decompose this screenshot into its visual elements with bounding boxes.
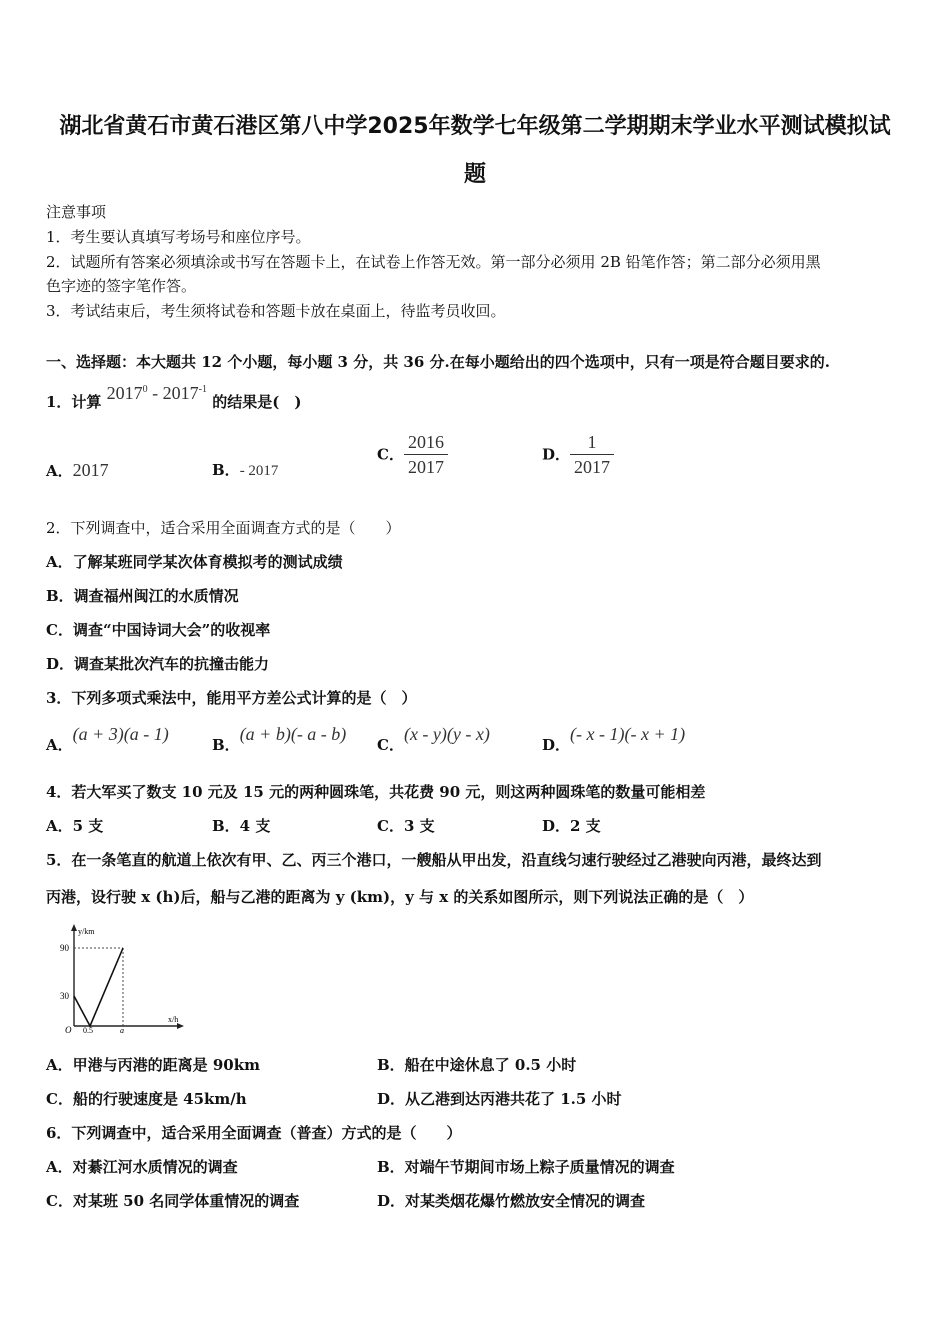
q1-option-a-value: 2017 bbox=[72, 460, 109, 480]
q4-option-b: B．4 支 bbox=[212, 817, 271, 835]
q1-exp1: 0 bbox=[142, 384, 148, 395]
q6-option-d: D．对某类烟花爆竹燃放安全情况的调查 bbox=[377, 1192, 646, 1210]
q1-d-numerator: 1 bbox=[570, 432, 614, 455]
question-6-stem: 6．下列调查中，适合采用全面调查（普查）方式的是（ ） bbox=[46, 1124, 462, 1142]
q5-option-a: A．甲港与丙港的距离是 90km bbox=[46, 1056, 261, 1074]
q1-base2: 2017 bbox=[162, 383, 199, 403]
notice-item-1: 1．考生要认真填写考场号和座位序号。 bbox=[46, 228, 311, 246]
question-5-stem-2: 丙港，设行驶 x (h)后，船与乙港的距离为 y (km)，y 与 x 的关系如图所示，则下列说法正确的是（ ） bbox=[46, 888, 754, 906]
question-4-stem: 4．若大军买了数支 10 元及 15 元的两种圆珠笔，共花费 90 元，则这两种圆珠笔的数量可能相差 bbox=[46, 783, 706, 801]
graph-function-line bbox=[74, 948, 123, 1026]
q1-c-numerator: 2016 bbox=[404, 432, 448, 455]
q2-option-a: A．了解某班同学某次体育模拟考的测试成绩 bbox=[46, 553, 343, 571]
q1-option-c: C． $\frac{2016}{2017}$ bbox=[377, 432, 448, 477]
q3-option-b-value: (a + b)(- a - b) bbox=[239, 724, 347, 744]
page-title-line1: 湖北省黄石市黄石港区第八中学2025年数学七年级第二学期期末学业水平测试模拟试 bbox=[59, 114, 891, 139]
question-5-stem-1: 5．在一条笔直的航道上依次有甲、乙、丙三个港口，一艘船从甲出发，沿直线匀速行驶经过乙港驶向丙港，最终达到 bbox=[46, 851, 822, 869]
q2-option-c: C．调查“中国诗词大会”的收视率 bbox=[46, 621, 271, 639]
notice-item-2a: 2．试题所有答案必须填涂或书写在答题卡上，在试卷上作答无效。第一部分必须用 2B 铅笔作答；第二部分必须用黑 bbox=[46, 253, 821, 271]
notice-item-3: 3．考试结束后，考生须将试卷和答题卡放在桌面上，待监考员收回。 bbox=[46, 302, 506, 320]
notice-item-2b: 色字迹的签字笔作答。 bbox=[46, 277, 197, 295]
q4-option-c: C．3 支 bbox=[377, 817, 435, 835]
graph-tick-a: a bbox=[120, 1026, 124, 1034]
q4-option-d: D．2 支 bbox=[542, 817, 601, 835]
question-3-stem: 3．下列多项式乘法中，能用平方差公式计算的是（ ） bbox=[46, 689, 417, 707]
q5-distance-graph bbox=[56, 922, 186, 1034]
question-1-stem bbox=[46, 383, 302, 412]
graph-y-label: y/km bbox=[78, 927, 95, 936]
question-2-stem: 2．下列调查中，适合采用全面调查方式的是（ ） bbox=[46, 519, 401, 537]
q1-minus: - bbox=[147, 383, 163, 403]
q1-number: 1．计算 bbox=[46, 393, 102, 411]
q5-option-d: D．从乙港到达丙港共花了 1.5 小时 bbox=[377, 1090, 622, 1108]
q1-exp2: -1 bbox=[198, 384, 208, 395]
q6-option-c: C．对某班 50 名同学体重情况的调查 bbox=[46, 1192, 300, 1210]
q1-tail: 的结果是( ) bbox=[212, 393, 302, 411]
q6-option-a: A．对綦江河水质情况的调查 bbox=[46, 1158, 238, 1176]
q1-option-c-fraction bbox=[404, 432, 448, 477]
q3-option-a-value: (a + 3)(a - 1) bbox=[72, 724, 169, 744]
graph-tick-05: 0.5 bbox=[83, 1026, 93, 1034]
q1-option-b-value: - 2017 bbox=[239, 463, 279, 479]
q1-base1: 2017 bbox=[106, 383, 143, 403]
q1-option-a: A．2017 bbox=[46, 460, 109, 480]
q4-option-a: A．5 支 bbox=[46, 817, 104, 835]
q1-d-denominator: 2017 bbox=[574, 457, 611, 477]
q2-option-b: B．调查福州闽江的水质情况 bbox=[46, 587, 239, 605]
q3-option-c: C．(x - y)(y - x) bbox=[377, 724, 490, 754]
q3-option-c-value: (x - y)(y - x) bbox=[403, 724, 490, 744]
q5-option-b: B．船在中途休息了 0.5 小时 bbox=[377, 1056, 577, 1074]
q1-c-denominator: 2017 bbox=[407, 457, 444, 477]
q1-option-d-fraction bbox=[570, 432, 614, 477]
graph-x-label: x/h bbox=[168, 1015, 179, 1024]
q1-expression bbox=[107, 383, 207, 403]
graph-tick-30: 30 bbox=[60, 991, 69, 1001]
notice-heading: 注意事项 bbox=[46, 203, 107, 221]
q5-option-c: C．船的行驶速度是 45km/h bbox=[46, 1090, 247, 1108]
graph-y-arrow bbox=[71, 924, 77, 931]
q3-option-d: D．(- x - 1)(- x + 1) bbox=[542, 724, 686, 754]
page-title-line2: 题 bbox=[463, 162, 486, 187]
graph-origin: O bbox=[65, 1025, 72, 1034]
q3-option-a: A．(a + 3)(a - 1) bbox=[46, 724, 169, 754]
q1-option-b: B．- 2017 bbox=[212, 461, 279, 479]
q2-option-d: D．调查某批次汽车的抗撞击能力 bbox=[46, 655, 270, 673]
section-heading: 一、选择题：本大题共 12 个小题，每小题 3 分，共 36 分.在每小题给出的四个选项中，只有一项是符合题目要求的. bbox=[46, 353, 830, 371]
graph-tick-90: 90 bbox=[60, 943, 69, 953]
q3-option-d-value: (- x - 1)(- x + 1) bbox=[570, 724, 686, 744]
q1-option-d: D． $\frac{1}{2017}$ bbox=[542, 432, 614, 477]
q6-option-b: B．对端午节期间市场上粽子质量情况的调查 bbox=[377, 1158, 675, 1176]
q3-option-b: B．(a + b)(- a - b) bbox=[212, 724, 347, 754]
